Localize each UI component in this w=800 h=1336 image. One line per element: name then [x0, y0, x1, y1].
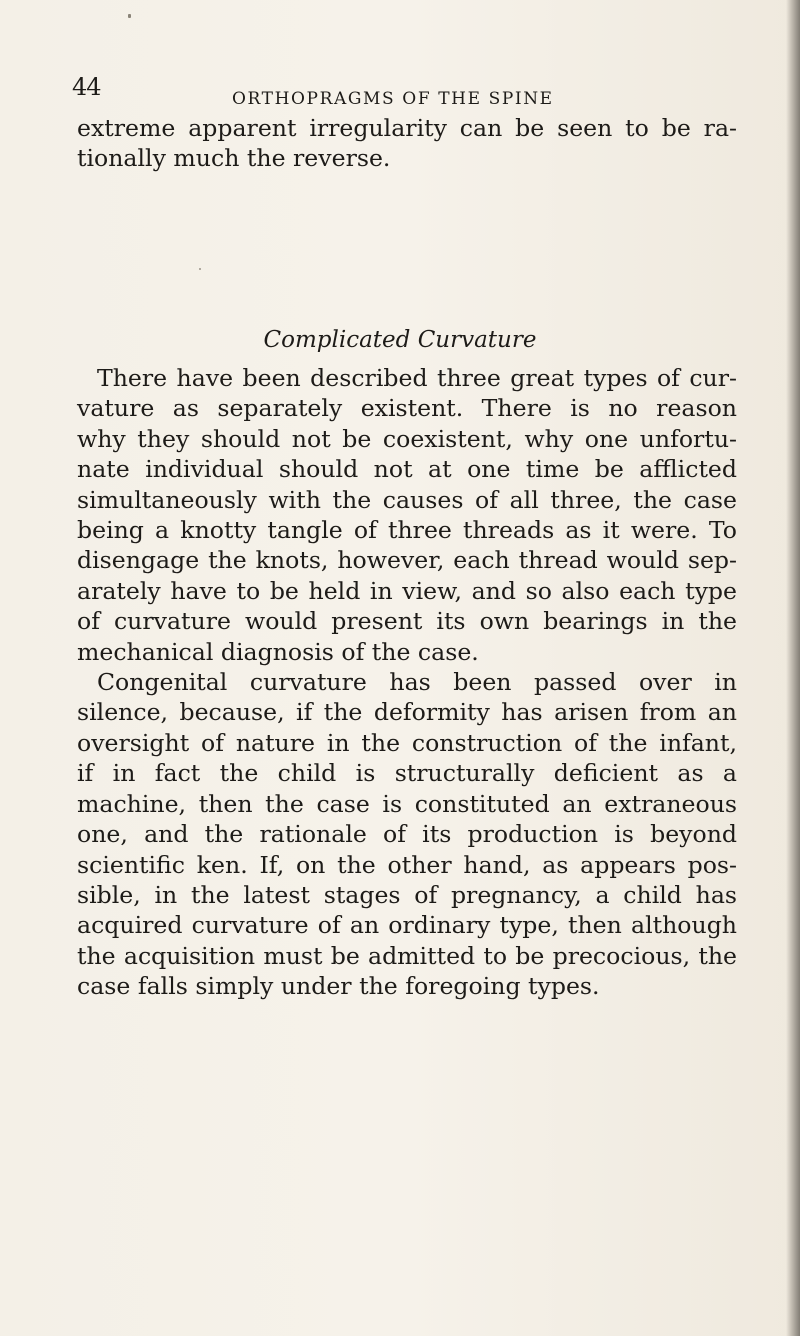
text-line: the acquisition must be admitted to be precocious, the — [77, 941, 737, 970]
text-line: tionally much the reverse. — [77, 144, 391, 173]
text-line: case falls simply under the foregoing types. — [77, 972, 600, 1001]
text-line: extreme apparent irregularity can be seen to be ra- — [77, 114, 737, 142]
text-line: of curvature would present its own bearings in the — [77, 607, 737, 636]
text-line: machine, then the case is constituted an extraneous — [77, 789, 737, 818]
page-number: 44 — [72, 73, 101, 101]
text-line: scientific ken. If, on the other hand, as appears pos- — [77, 850, 737, 879]
text-line: vature as separately existent. There is no reason — [77, 394, 737, 423]
text-line: being a knotty tangle of three threads as it were. To — [77, 516, 737, 545]
print-speck — [128, 14, 131, 18]
text-line: arately have to be held in view, and so also each type — [77, 576, 737, 605]
text-line: silence, because, if the deformity has arisen from an — [77, 698, 737, 727]
text-line: nate individual should not at one time be afflicted — [77, 455, 737, 484]
continuation-paragraph — [77, 113, 737, 174]
text-line: simultaneously with the causes of all three, the case — [77, 485, 737, 514]
text-line: There have been described three great types of cur- — [97, 364, 737, 392]
body-text — [77, 363, 737, 1002]
text-line: Congenital curvature has been passed over in — [97, 668, 737, 697]
text-line: one, and the rationale of its production is beyond — [77, 820, 737, 849]
text-line: if in fact the child is structurally deficient as a — [77, 759, 737, 788]
text-line: disengage the knots, however, each thread would sep- — [77, 546, 737, 575]
print-speck — [199, 268, 201, 270]
section-heading: Complicated Curvature — [263, 327, 537, 353]
page-edge-shadow — [786, 0, 800, 1336]
running-head: ORTHOPRAGMS OF THE SPINE — [232, 89, 554, 109]
text-line: acquired curvature of an ordinary type, then although — [77, 911, 737, 940]
text-line: why they should not be coexistent, why one unfortu- — [77, 424, 737, 453]
text-line: oversight of nature in the construction of the infant, — [77, 728, 737, 757]
text-line: mechanical diagnosis of the case. — [77, 637, 479, 666]
text-line: sible, in the latest stages of pregnancy, a child has — [77, 880, 737, 909]
